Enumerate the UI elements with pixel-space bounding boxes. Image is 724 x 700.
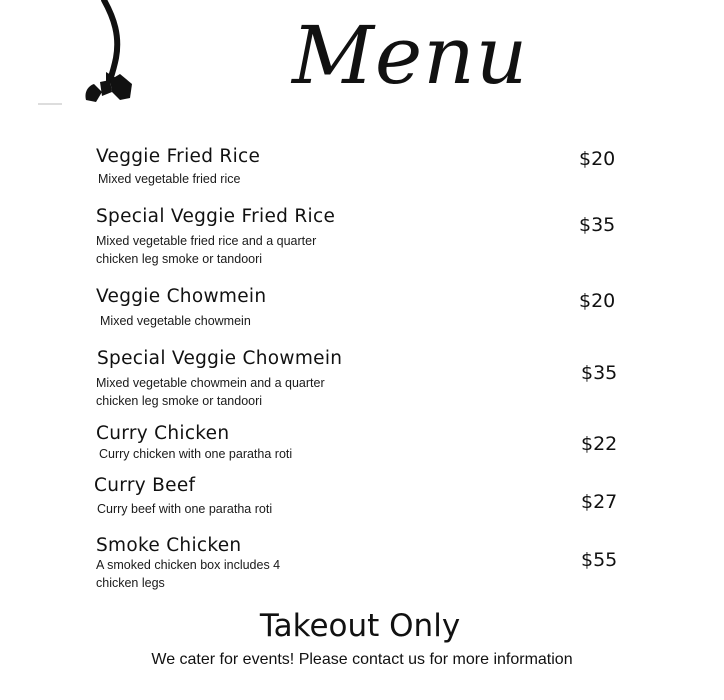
- item-description: Mixed vegetable chowmein: [100, 314, 251, 328]
- item-price: $35: [581, 362, 618, 384]
- ribbon-ornament-icon: [76, 0, 146, 110]
- item-description: Curry chicken with one paratha roti: [99, 447, 293, 461]
- item-name: Veggie Chowmein: [96, 286, 267, 307]
- catering-notice: We cater for events! Please contact us for more information: [151, 651, 573, 668]
- page-title: Menu: [292, 9, 529, 102]
- item-price: $20: [579, 148, 616, 170]
- item-description: A smoked chicken box includes 4 chicken legs: [96, 558, 281, 590]
- item-name: Veggie Fried Rice: [96, 146, 261, 167]
- takeout-only-heading: [0, 608, 724, 644]
- item-name: Special Veggie Fried Rice: [96, 206, 336, 227]
- decorative-divider: [38, 103, 62, 105]
- item-description: Mixed vegetable chowmein and a quarter chicken leg smoke or tandoori: [96, 376, 325, 408]
- item-price: $22: [581, 433, 618, 455]
- item-name: Special Veggie Chowmein: [97, 348, 343, 369]
- takeout-only-text: Takeout Only: [259, 608, 461, 644]
- item-name: Curry Beef: [94, 475, 196, 496]
- item-description: Mixed vegetable fried rice and a quarter chicken leg smoke or tandoori: [96, 234, 317, 266]
- item-price: $20: [579, 290, 616, 312]
- item-price: $35: [579, 214, 616, 236]
- item-name: Smoke Chicken: [96, 535, 242, 556]
- item-price: $27: [581, 491, 618, 513]
- item-description: Curry beef with one paratha roti: [97, 502, 273, 516]
- item-name: Curry Chicken: [96, 423, 230, 444]
- item-price: $55: [581, 549, 618, 571]
- item-description: Mixed vegetable fried rice: [98, 172, 241, 186]
